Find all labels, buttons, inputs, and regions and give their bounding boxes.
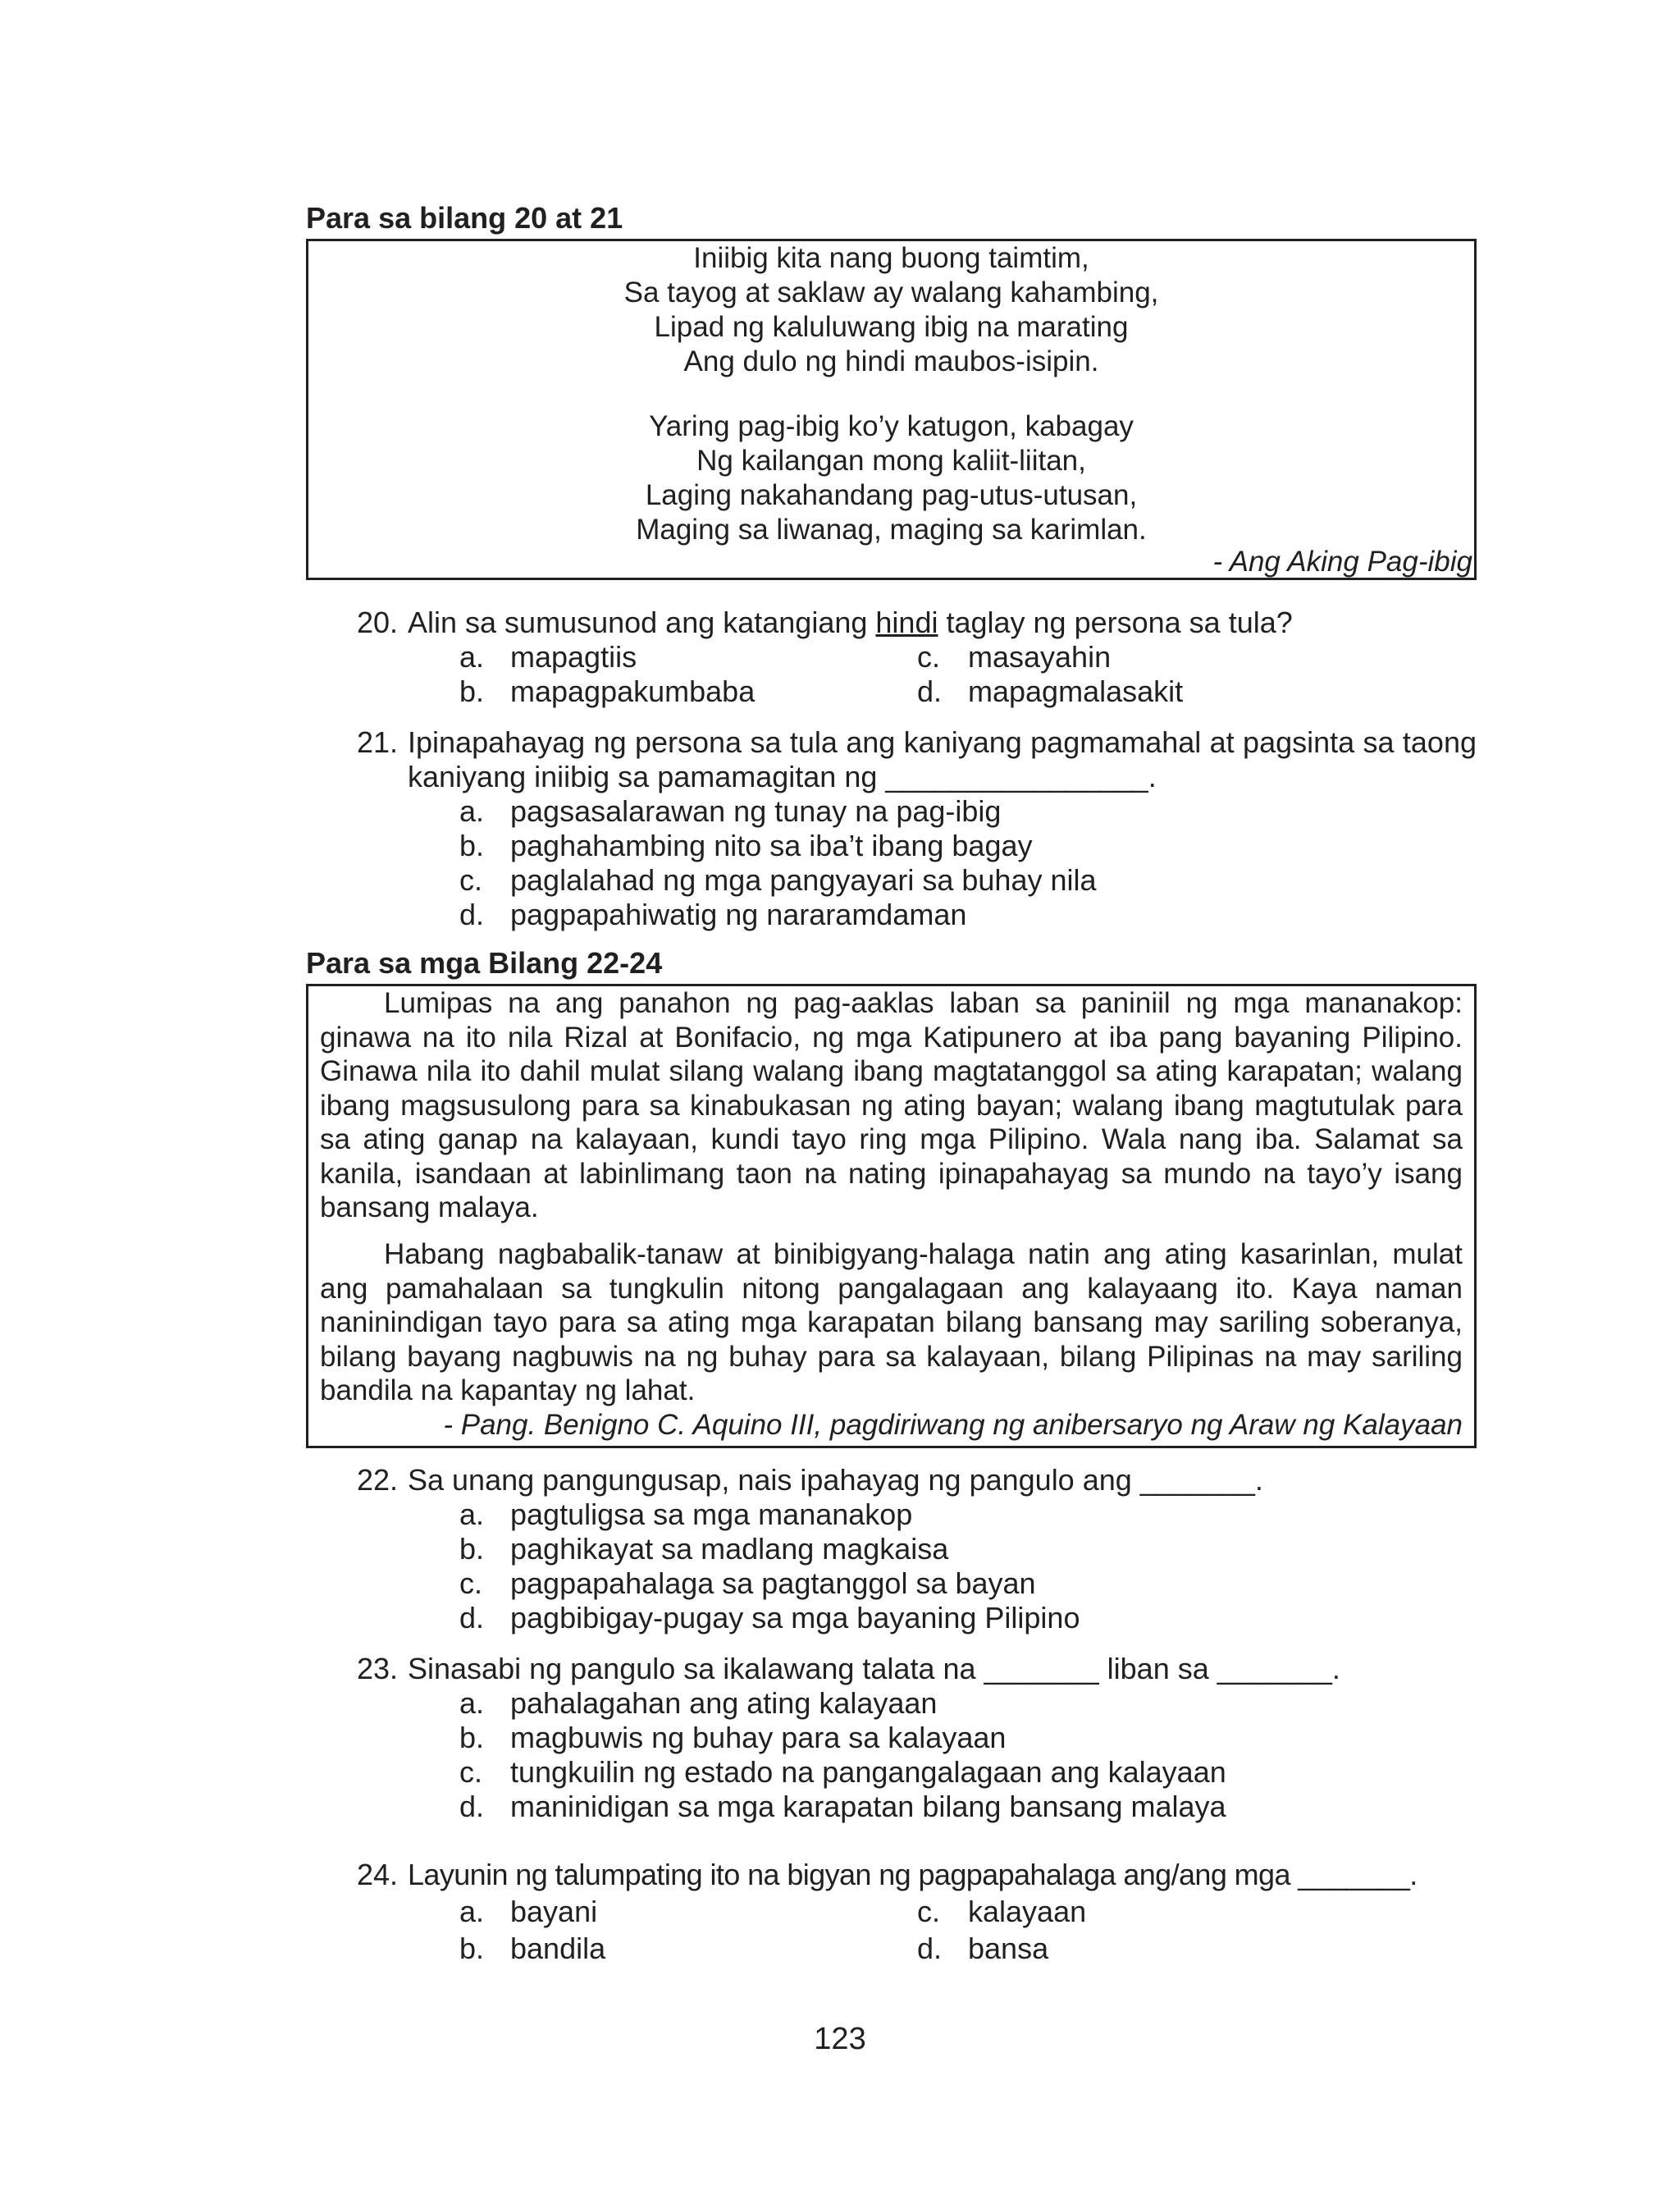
question-text: Ipinapahayag ng persona sa tula ang kaniyang pagmamahal at pagsinta sa taong kaniyang iniibig sa pamamagitan ng ________________.: [408, 725, 1477, 793]
option-22-b[interactable]: b. paghikayat sa madlang magkaisa: [459, 1532, 949, 1566]
option-23-b[interactable]: b. magbuwis ng buhay para sa kalayaan: [459, 1721, 1007, 1754]
question-20: [357, 606, 1477, 640]
option-21-b[interactable]: b. paghahambing nito sa iba’t ibang bagay: [459, 829, 1033, 862]
poem-line: Sa tayog at saklaw ay walang kahambing,: [623, 277, 1159, 309]
question-22: [357, 1463, 1477, 1497]
poem-line: Ng kailangan mong kaliit-liitan,: [696, 445, 1086, 477]
question-21: [357, 725, 1477, 794]
option-23-c[interactable]: c. tungkuilin ng estado na pangangalagaan ang kalayaan: [459, 1755, 1226, 1789]
poem-line: Yaring pag-ibig ko’y katugon, kabagay: [649, 410, 1134, 442]
question-number: 21.: [357, 725, 399, 759]
section-title-20-21: Para sa bilang 20 at 21: [306, 201, 623, 235]
question-24: [357, 1858, 1477, 1892]
option-21-a[interactable]: a. pagsasalarawan ng tunay na pag-ibig: [459, 794, 1002, 828]
poem-source: - Ang Aking Pag-ibig: [1212, 546, 1472, 578]
page-number: 123: [814, 2022, 866, 2056]
section-title-22-24: Para sa mga Bilang 22-24: [306, 946, 663, 980]
option-21-d[interactable]: d. pagpapahiwatig ng nararamdaman: [459, 898, 967, 931]
question-text: Layunin ng talumpating ito na bigyan ng pagpapahalaga ang/ang mga _______.: [408, 1858, 1418, 1891]
question-text: Sinasabi ng pangulo sa ikalawang talata na _______ liban sa _______.: [408, 1652, 1340, 1685]
question-number: 20.: [357, 606, 399, 639]
poem-line: Lipad ng kaluluwang ibig na marating: [654, 311, 1129, 343]
option-21-c[interactable]: c. paglalahad ng mga pangyayari sa buhay nila: [459, 863, 1097, 897]
option-23-a[interactable]: a. pahalagahan ang ating kalayaan: [459, 1686, 938, 1720]
question-number: 22.: [357, 1463, 399, 1497]
speech-paragraph-2: Habang nagbabalik-tanaw at binibigyang-halaga natin ang ating kasarinlan, mulat ang pamahalaan sa tungkulin nitong pangalagaan ang kalayaang ito. Kaya naman naninindigan tayo para sa ating mga karapatan bilang bansang may sariling soberanya, bilang bayang nagbuwis na ng buhay para sa kalayaan, bilang Pilipinas na may sariling bandila na kapantay ng lahat.: [320, 1238, 1463, 1406]
poem-line: Ang dulo ng hindi maubos-isipin.: [683, 345, 1099, 377]
option-20-a[interactable]: a. mapagtiis: [459, 640, 637, 674]
poem-box: [306, 239, 1477, 580]
question-number: 23.: [357, 1652, 399, 1685]
option-22-a[interactable]: a. pagtuligsa sa mga mananakop: [459, 1497, 913, 1531]
poem-line: Maging sa liwanag, maging sa karimlan.: [636, 514, 1147, 546]
underlined-word: hindi: [875, 606, 938, 639]
question-text: Sa unang pangungusap, nais ipahayag ng pangulo ang _______.: [408, 1463, 1263, 1497]
option-23-d[interactable]: d. maninidigan sa mga karapatan bilang bansang malaya: [459, 1790, 1226, 1823]
option-24-a[interactable]: a. bayani: [459, 1895, 598, 1928]
question-text: Alin sa sumusunod ang katangiang hindi taglay ng persona sa tula?: [408, 606, 1293, 639]
speech-source: - Pang. Benigno C. Aquino III, pagdiriwang ng anibersaryo ng Araw ng Kalayaan: [443, 1409, 1463, 1441]
question-23: [357, 1652, 1477, 1686]
question-number: 24.: [357, 1858, 399, 1891]
option-24-c[interactable]: c. kalayaan: [917, 1895, 1087, 1928]
option-20-c[interactable]: c. masayahin: [917, 640, 1112, 674]
poem-line: Laging nakahandang pag-utus-utusan,: [645, 479, 1138, 511]
option-24-b[interactable]: b. bandila: [459, 1932, 606, 1965]
option-22-c[interactable]: c. pagpapahalaga sa pagtanggol sa bayan: [459, 1566, 1036, 1600]
poem-line: Iniibig kita nang buong taimtim,: [693, 242, 1089, 274]
option-22-d[interactable]: d. pagbibigay-pugay sa mga bayaning Pilipino: [459, 1601, 1080, 1634]
option-24-d[interactable]: d. bansa: [917, 1932, 1049, 1965]
option-20-d[interactable]: d. mapagmalasakit: [917, 674, 1184, 708]
speech-box: [306, 984, 1477, 1448]
option-20-b[interactable]: b. mapagpakumbaba: [459, 674, 756, 708]
speech-paragraph-1: Lumipas na ang panahon ng pag-aaklas laban sa paniniil ng mga mananakop: ginawa na ito nila Rizal at Bonifacio, ng mga Katipunero at iba pang bayaning Pilipino. Ginawa nila ito dahil mulat silang walang ibang magtatanggol sa ating karapatan; walang ibang magsusulong para sa kinabukasan ng ating bayan; walang ibang magtutulak para sa ating ganap na kalayaan, kundi tayo ring mga Pilipino. Wala nang iba. Salamat sa kanila, isandaan at labinlimang taon na nating ipinapahayag sa mundo na tayo’y isang bansang malaya.: [320, 987, 1463, 1223]
